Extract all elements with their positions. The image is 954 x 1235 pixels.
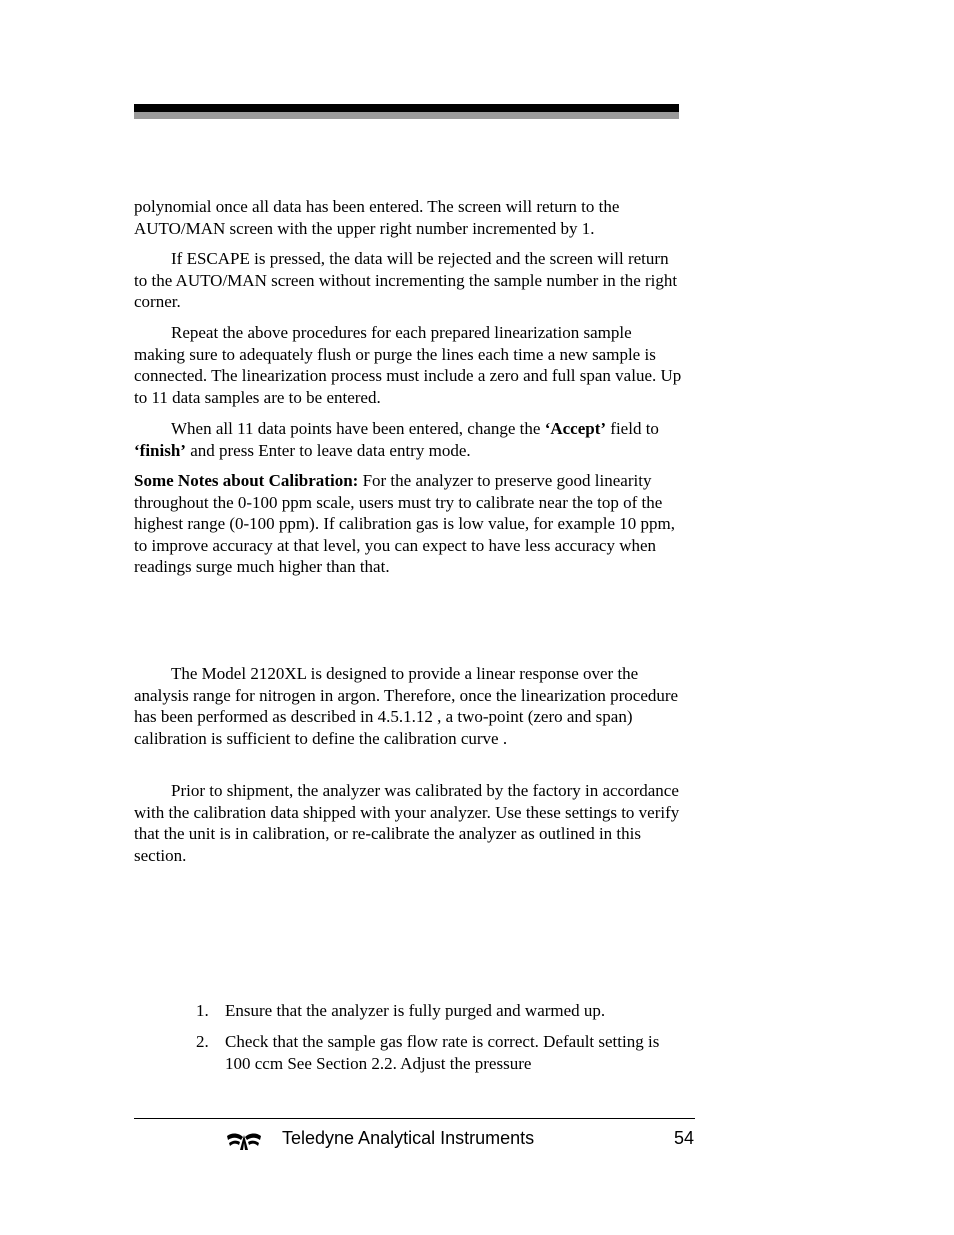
paragraph-model-2120xl: The Model 2120XL is designed to provide a linear response over the analysis range for nitrogen in argon. Therefore, once the linearization procedure has been performed as described in 4.5.1.12 , a two-point (zero and span) calibration is sufficient to define the calibration curve . [134, 664, 679, 748]
footer-company: Teledyne Analytical Instruments [282, 1128, 535, 1148]
text-segment: When all 11 data points have been entered, change the [171, 419, 545, 438]
header-rule-gray [134, 112, 679, 119]
page-number: 54 [674, 1128, 695, 1148]
paragraph-escape: If ESCAPE is pressed, the data will be rejected and the screen will return to the AUTO/MAN screen without incrementing the sample number in the right corner. [134, 249, 678, 311]
accept-keyword: ‘Accept’ [544, 419, 607, 438]
text-segment: field to [606, 419, 659, 438]
paragraph-repeat: Repeat the above procedures for each prepared linearization sample making sure to adequately flush or purge the lines each time a new sample is connected. The linearization process must include a zero and full span value. Up to 11 data samples are to be entered. [134, 323, 682, 407]
footer-rule [134, 1118, 695, 1119]
paragraph-prior-shipment: Prior to shipment, the analyzer was calibrated by the factory in accordance with the calibration data shipped with your analyzer. Use these settings to verify that the unit is in calibration, or re-calibrate the analyzer as outlined in this section. [134, 781, 680, 865]
calibration-notes-label: Some Notes about Calibration: [134, 471, 359, 490]
header-rule-black [134, 104, 679, 112]
teledyne-logo-icon [226, 1131, 262, 1151]
paragraph-polynomial: polynomial once all data has been entered. The screen will return to the AUTO/MAN screen with the upper right number incremented by 1. [134, 197, 620, 238]
paragraph-calibration-notes [134, 470, 686, 578]
list-text: Check that the sample gas flow rate is correct. Default setting is 100 ccm See Section 2.2. Adjust the pressure [225, 1032, 660, 1073]
list-number: 2. [196, 1032, 209, 1051]
finish-keyword: ‘finish’ [134, 440, 186, 460]
paragraph-accept-finish [134, 418, 686, 461]
list-text: Ensure that the analyzer is fully purged and warmed up. [225, 1001, 606, 1020]
list-number: 1. [196, 1001, 209, 1020]
text-segment: and press Enter to leave data entry mode. [185, 440, 471, 460]
calibration-notes-text: For the analyzer to preserve good linearity throughout the 0-100 ppm scale, users must try to calibrate near the top of the highest range (0-100 ppm). If calibration gas is low value, for example 10 ppm, to improve accuracy at that level, you can expect to have less accuracy when readings surge much higher than that. [134, 471, 676, 576]
